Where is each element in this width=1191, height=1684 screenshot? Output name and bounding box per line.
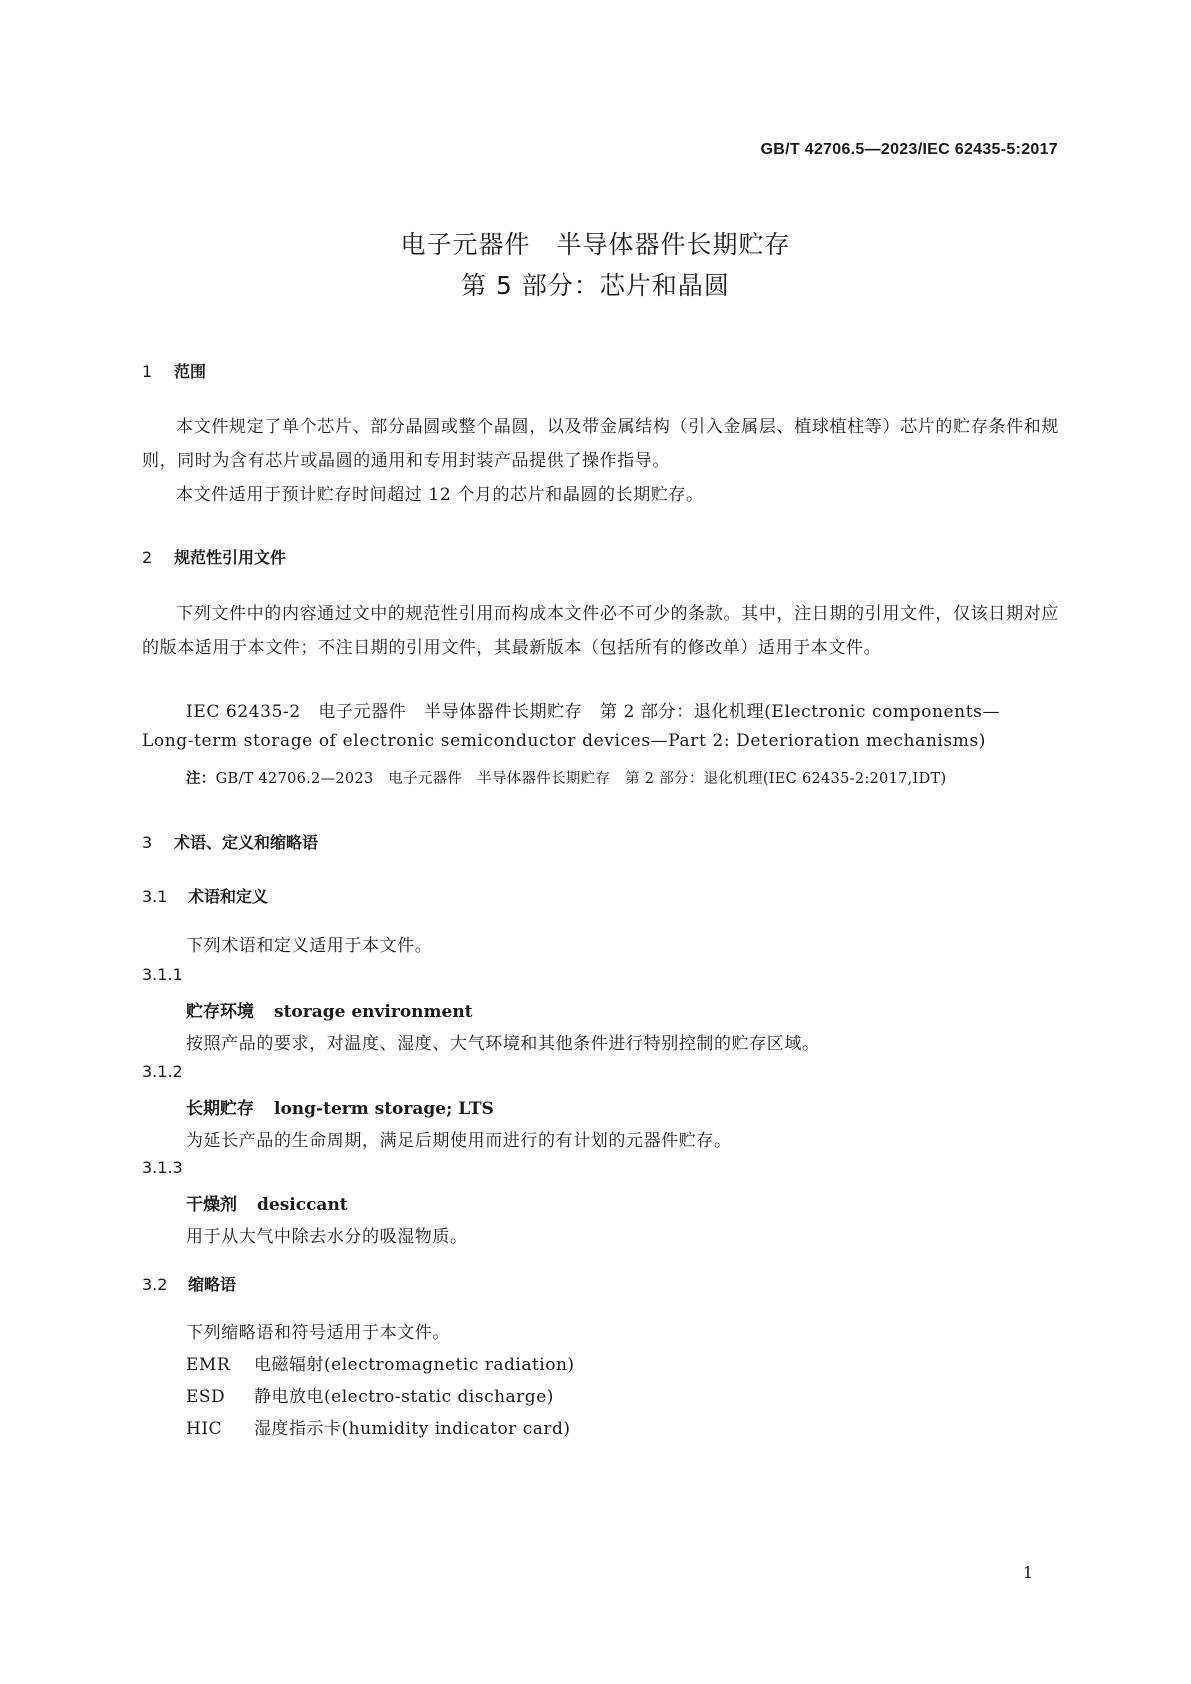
document-title-line1: 电子元器件 半导体器件长期贮存 xyxy=(400,230,791,259)
terms-intro: 下列术语和定义适用于本文件。 xyxy=(186,936,433,956)
section-title: 规范性引用文件 xyxy=(174,548,287,567)
abbreviation-text: 电磁辐射(electromagnetic radiation) xyxy=(254,1355,575,1375)
section-3-1-heading xyxy=(142,884,268,907)
term-en: storage environment xyxy=(274,1002,473,1022)
page-number: 1 xyxy=(1022,1563,1033,1582)
section-title: 术语和定义 xyxy=(188,887,269,906)
section-title: 术语、定义和缩略语 xyxy=(174,833,319,852)
term-entry xyxy=(186,1190,348,1215)
abbreviation-row xyxy=(186,1382,554,1407)
term-definition: 按照产品的要求，对温度、湿度、大气环境和其他条件进行特别控制的贮存区域。 xyxy=(186,1034,820,1054)
section-number: 2 xyxy=(142,548,153,567)
section-title: 范围 xyxy=(174,362,207,381)
abbreviation-text: 静电放电(electro-static discharge) xyxy=(254,1387,554,1407)
normative-references-paragraph: 下列文件中的内容通过文中的规范性引用而构成本文件必不可少的条款。其中，注日期的引用文件，仅该日期对应的版本适用于本文件；不注日期的引用文件，其最新版本（包括所有的修改单）适用于本文件。 xyxy=(142,604,1059,658)
term-en: desiccant xyxy=(257,1195,348,1215)
standard-code: GB/T 42706.5—2023/IEC 62435-5:2017 xyxy=(760,141,1058,158)
abbreviation-code: HIC xyxy=(186,1419,223,1439)
scope-paragraph-2: 本文件适用于预计贮存时间超过 12 个月的芯片和晶圆的长期贮存。 xyxy=(176,485,704,505)
term-en: long-term storage; LTS xyxy=(274,1099,494,1119)
reference-note xyxy=(186,767,946,788)
term-zh: 干燥剂 xyxy=(186,1195,237,1215)
term-number: 3.1.1 xyxy=(142,965,183,984)
note-text: GB/T 42706.2—2023 电子元器件 半导体器件长期贮存 第 2 部分：退化机理(IEC 62435-2:2017,IDT) xyxy=(215,771,947,787)
section-number: 3 xyxy=(142,833,153,852)
abbreviation-row xyxy=(186,1414,571,1439)
abbreviation-text: 湿度指示卡(humidity indicator card) xyxy=(254,1419,571,1439)
section-title: 缩略语 xyxy=(188,1275,237,1294)
abbreviations-intro: 下列缩略语和符号适用于本文件。 xyxy=(186,1323,450,1343)
term-zh: 贮存环境 xyxy=(186,1002,254,1022)
reference-line-1: IEC 62435-2 电子元器件 半导体器件长期贮存 第 2 部分：退化机理(Electronic components— xyxy=(186,702,1001,722)
section-3-heading xyxy=(142,830,318,853)
term-entry xyxy=(186,1094,494,1119)
abbreviation-row xyxy=(186,1350,575,1375)
term-number: 3.1.3 xyxy=(142,1158,183,1177)
term-entry xyxy=(186,997,473,1022)
reference-line-2: Long-term storage of electronic semiconductor devices—Part 2: Deterioration mechanisms) xyxy=(142,731,987,751)
section-1-heading xyxy=(142,359,206,382)
section-number: 3.1 xyxy=(142,887,168,906)
term-definition: 用于从大气中除去水分的吸湿物质。 xyxy=(186,1227,468,1247)
section-number: 1 xyxy=(142,362,153,381)
section-3-2-heading xyxy=(142,1272,236,1295)
section-number: 3.2 xyxy=(142,1275,168,1294)
abbreviation-code: ESD xyxy=(186,1387,226,1407)
scope-paragraph-1: 本文件规定了单个芯片、部分晶圆或整个晶圆，以及带金属结构（引入金属层、植球植柱等）芯片的贮存条件和规则，同时为含有芯片或晶圆的通用和专用封装产品提供了操作指导。 xyxy=(142,417,1059,471)
document-title-line2: 第 5 部分：芯片和晶圆 xyxy=(461,271,730,300)
term-number: 3.1.2 xyxy=(142,1062,183,1081)
term-zh: 长期贮存 xyxy=(186,1099,254,1119)
term-definition: 为延长产品的生命周期，满足后期使用而进行的有计划的元器件贮存。 xyxy=(186,1131,732,1151)
note-label: 注： xyxy=(186,770,216,787)
section-2-heading xyxy=(142,545,286,568)
abbreviation-code: EMR xyxy=(186,1355,231,1375)
